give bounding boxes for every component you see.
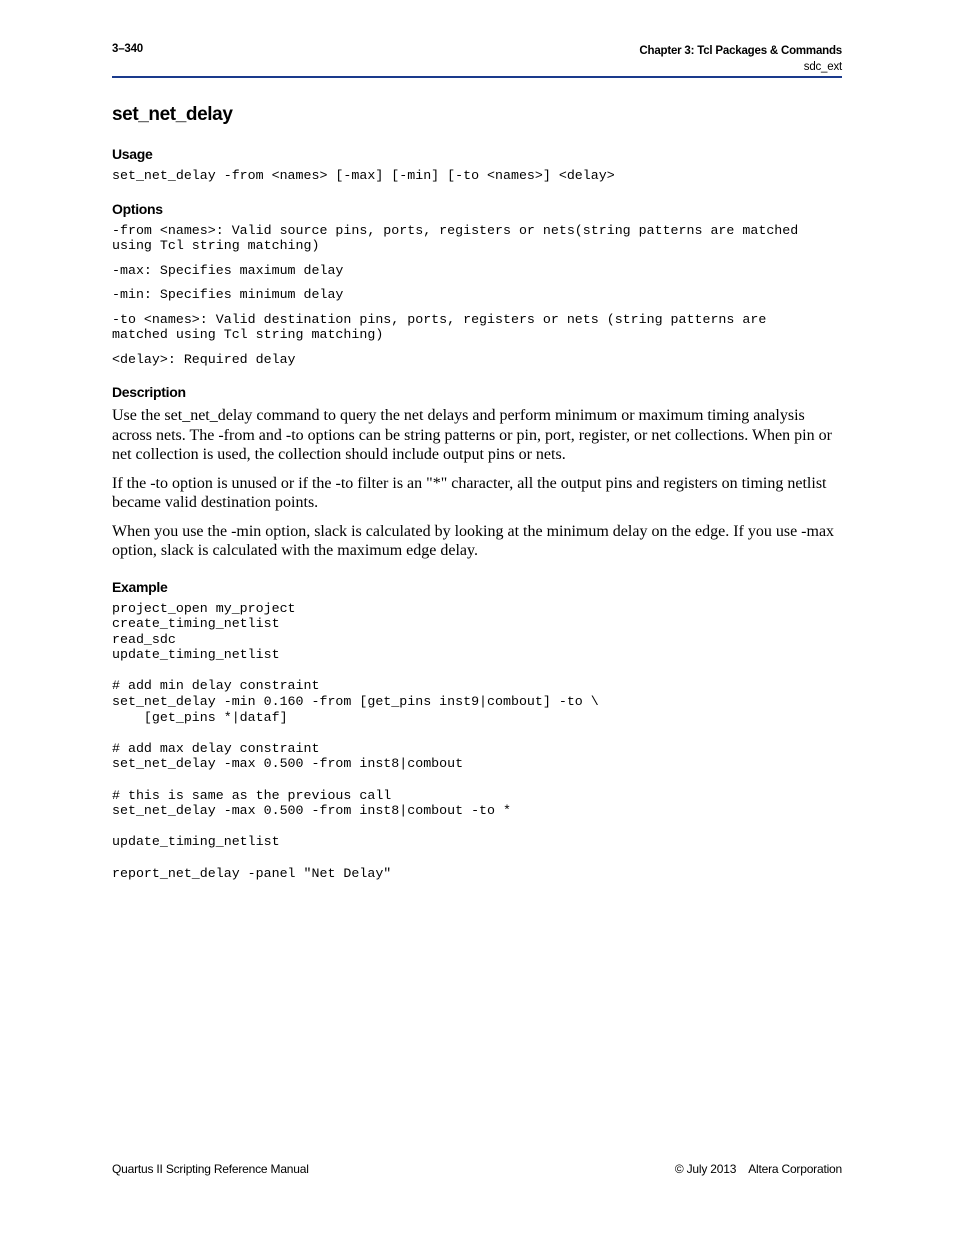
usage-heading: Usage (112, 146, 153, 162)
footer-manual-title: Quartus II Scripting Reference Manual (112, 1162, 309, 1176)
example-code: project_open my_project create_timing_netlist read_sdc update_timing_netlist # add min delay constraint set_net_delay -min 0.160 -from [get_pins inst9|combout] -to \ [get_pins *|dataf] # add max delay constraint set_net_delay -max 0.500 -from inst8|combout # this is same as the previous call set_net_delay -max 0.500 -from inst8|combout -to * update_timing_netlist report_net_delay -panel "Net Delay" (112, 600, 599, 881)
description-paragraph: When you use the -min option, slack is calculated by looking at the minimum delay on the edge. If you use -max option, slack is calculated with the maximum edge delay. (112, 522, 835, 559)
option-from: -from <names>: Valid source pins, ports, registers or nets(string patterns are matched using Tcl string matching) (112, 222, 799, 253)
option-to: -to <names>: Valid destination pins, ports, registers or nets (string patterns are matched using Tcl string matching) (112, 311, 767, 342)
footer-date: © July 2013 (674, 1162, 737, 1176)
description-heading: Description (112, 384, 186, 400)
chapter-title: Chapter 3: Tcl Packages & Commands (639, 45, 842, 57)
page-title: set_net_delay (112, 104, 233, 125)
usage-code: set_net_delay -from <names> [-max] [-min] [-to <names>] <delay> (112, 168, 615, 183)
running-header (639, 43, 842, 75)
description-paragraph: If the -to option is unused or if the -to filter is an "*" character, all the output pins and registers on timing netlist became valid destination points. (112, 474, 827, 511)
option-min: -min: Specifies minimum delay (112, 287, 344, 302)
description-paragraph: Use the set_net_delay command to query the net delays and perform minimum or maximum timing analysis across nets. The -from and -to options can be string patterns or pin, port, register, or net collections. When pin or net collection is used, the collection should include output pins or nets. (112, 407, 832, 463)
footer-company: Altera Corporation (748, 1162, 842, 1176)
page-number: 3–340 (112, 43, 143, 55)
section-name: sdc_ext (803, 61, 842, 73)
page-content (112, 104, 842, 881)
option-delay: <delay>: Required delay (112, 351, 296, 367)
option-max: -max: Specifies maximum delay (112, 262, 344, 278)
header-rule (112, 76, 842, 78)
options-heading: Options (112, 200, 163, 217)
example-heading: Example (112, 578, 168, 595)
footer-copyright (675, 1162, 842, 1176)
